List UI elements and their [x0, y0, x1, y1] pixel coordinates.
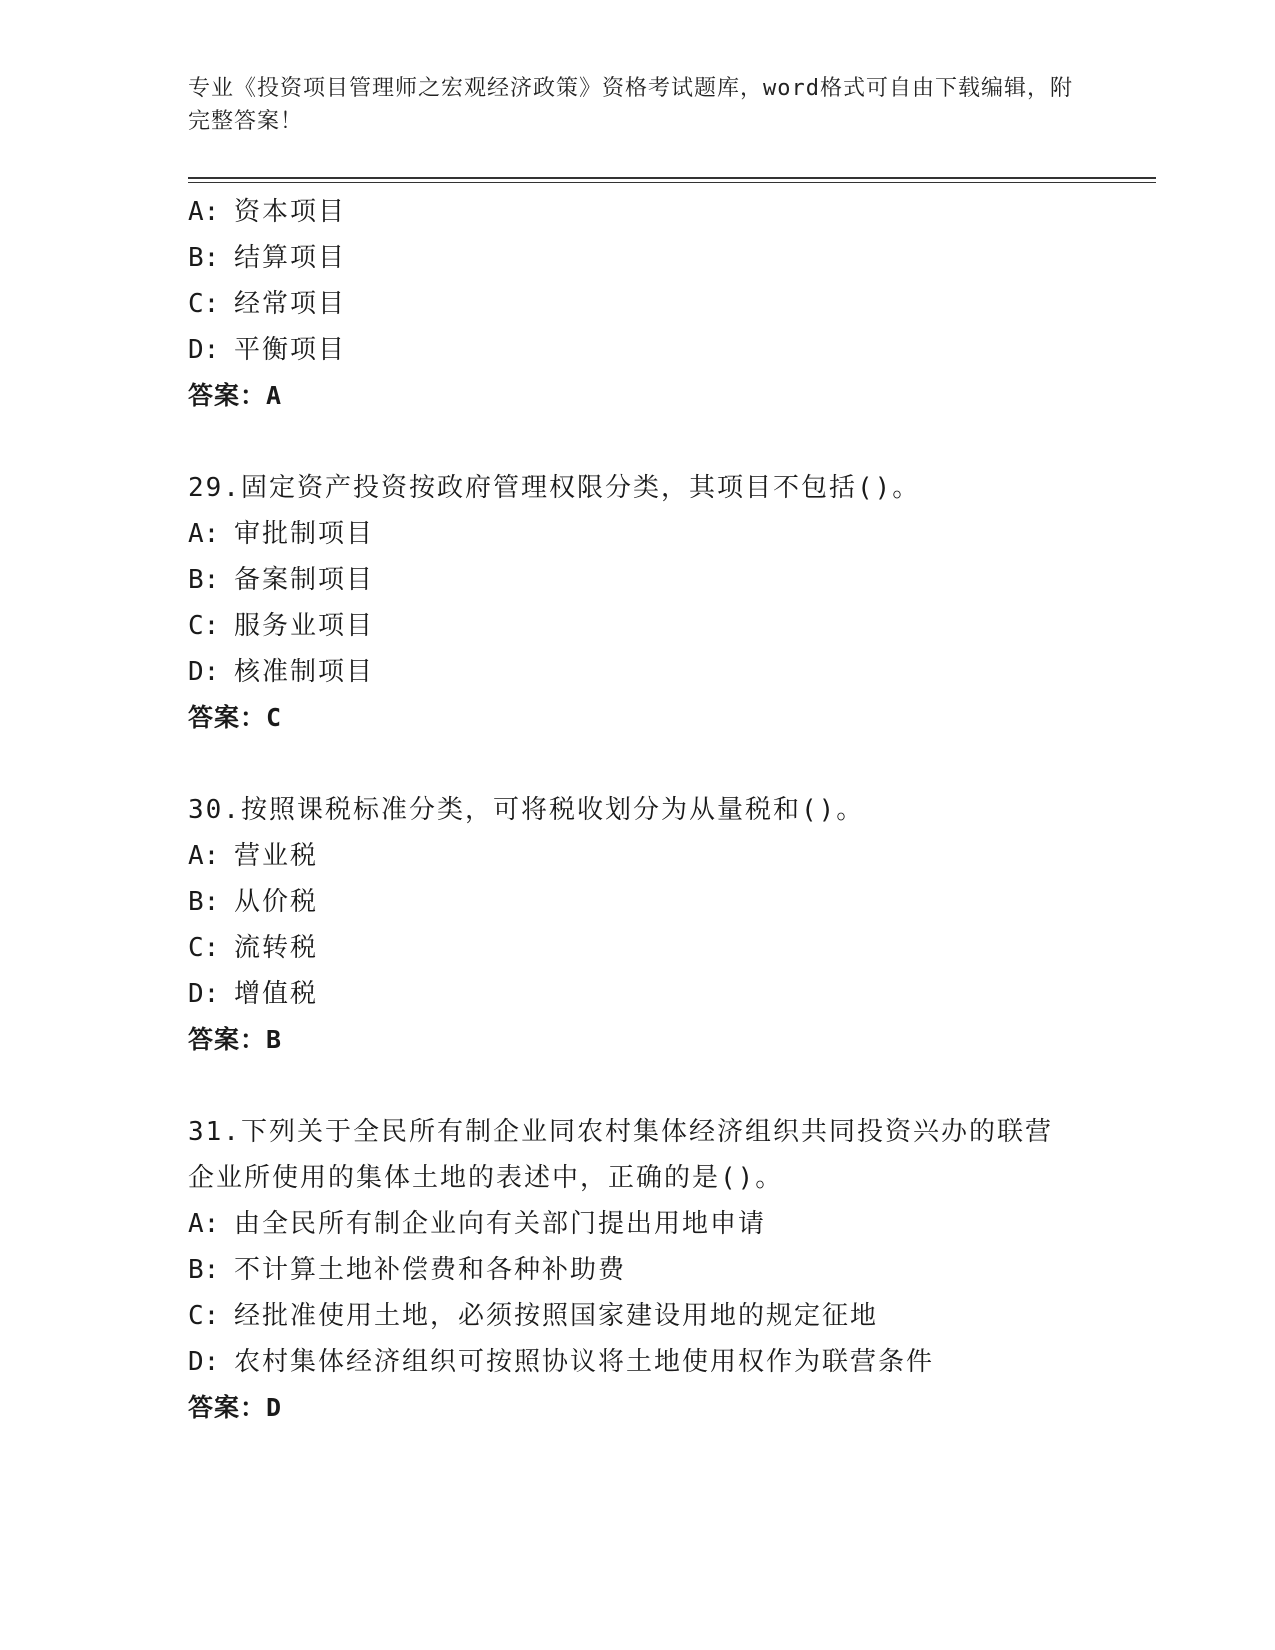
option-d: [188, 971, 1118, 1017]
option-letter: B:: [188, 243, 220, 273]
option-c: [188, 603, 1118, 649]
option-b: [188, 879, 1118, 925]
question-title: 30.按照课税标准分类，可将税收划分为从量税和()。: [188, 795, 865, 825]
option-text: 审批制项目: [234, 519, 375, 549]
option-letter: A:: [188, 519, 220, 549]
option-c: [188, 925, 1118, 971]
document-header: 专业《投资项目管理师之宏观经济政策》资格考试题库，word格式可自由下载编辑，附完整答案！: [188, 76, 1073, 134]
option-d: [188, 327, 1118, 373]
spacer: [188, 419, 1118, 465]
option-text: 流转税: [234, 933, 319, 963]
option-a: [188, 511, 1118, 557]
option-c: [188, 1293, 1118, 1339]
option-letter: D:: [188, 979, 220, 1009]
question-block-30: [188, 787, 1118, 1063]
option-text: 服务业项目: [234, 611, 375, 641]
option-text: 经批准使用土地，必须按照国家建设用地的规定征地: [234, 1301, 879, 1331]
spacer: [188, 741, 1118, 787]
option-text: 农村集体经济组织可按照协议将土地使用权作为联营条件: [234, 1347, 935, 1377]
option-a: [188, 189, 1118, 235]
option-letter: A:: [188, 841, 220, 871]
option-letter: C:: [188, 611, 220, 641]
option-text: 结算项目: [234, 243, 347, 273]
question-title: 29.固定资产投资按政府管理权限分类，其项目不包括()。: [188, 473, 921, 503]
header-divider-thin: [188, 182, 1156, 183]
option-text: 从价税: [234, 887, 319, 917]
option-letter: C:: [188, 289, 220, 319]
option-text: 增值税: [234, 979, 319, 1009]
option-letter: A:: [188, 1209, 220, 1239]
option-letter: B:: [188, 565, 220, 595]
option-letter: D:: [188, 335, 220, 365]
answer-line: 答案：D: [188, 1393, 283, 1422]
option-letter: B:: [188, 1255, 220, 1285]
option-d: [188, 1339, 1118, 1385]
option-letter: A:: [188, 197, 220, 227]
option-letter: D:: [188, 1347, 220, 1377]
spacer: [188, 1063, 1118, 1109]
answer-line: 答案：B: [188, 1025, 283, 1054]
header-divider: [188, 177, 1156, 179]
option-b: [188, 557, 1118, 603]
option-text: 由全民所有制企业向有关部门提出用地申请: [234, 1209, 767, 1239]
option-letter: C:: [188, 933, 220, 963]
option-b: [188, 235, 1118, 281]
option-text: 经常项目: [234, 289, 347, 319]
question-list: [188, 189, 1118, 1431]
option-c: [188, 281, 1118, 327]
answer-line: 答案：A: [188, 381, 283, 410]
answer-line: 答案：C: [188, 703, 283, 732]
question-block-29: [188, 465, 1118, 741]
option-text: 资本项目: [234, 197, 347, 227]
question-title: 31.下列关于全民所有制企业同农村集体经济组织共同投资兴办的联营企业所使用的集体土地的表述中，正确的是()。: [188, 1117, 1053, 1193]
question-block-31: [188, 1109, 1118, 1431]
option-text: 核准制项目: [234, 657, 375, 687]
option-b: [188, 1247, 1118, 1293]
question-block-28: [188, 189, 1118, 419]
option-d: [188, 649, 1118, 695]
option-a: [188, 833, 1118, 879]
option-letter: D:: [188, 657, 220, 687]
option-a: [188, 1201, 1118, 1247]
option-letter: B:: [188, 887, 220, 917]
option-text: 备案制项目: [234, 565, 375, 595]
option-letter: C:: [188, 1301, 220, 1331]
option-text: 营业税: [234, 841, 319, 871]
option-text: 平衡项目: [234, 335, 347, 365]
option-text: 不计算土地补偿费和各种补助费: [234, 1255, 627, 1285]
